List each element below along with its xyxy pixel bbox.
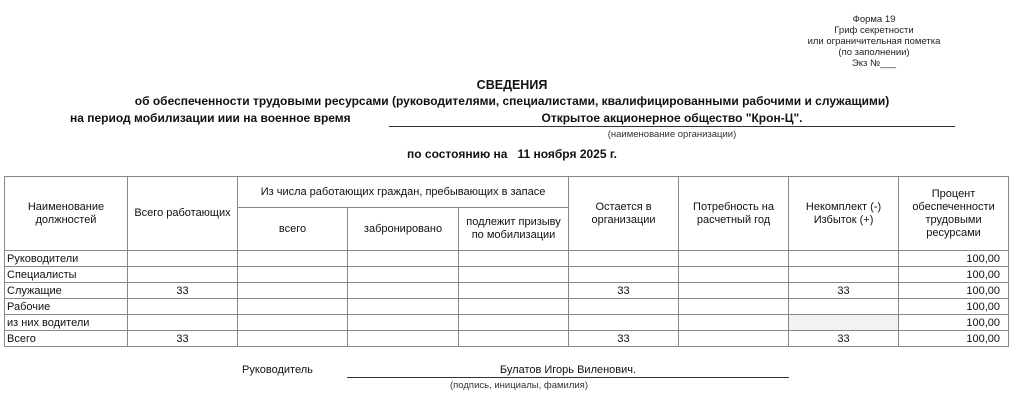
cell-remains <box>569 251 679 267</box>
cell-shortage <box>789 315 899 331</box>
table-row <box>5 315 1009 331</box>
cell-need <box>679 283 789 299</box>
cell-reserve-total <box>238 267 348 283</box>
cell-percent: 100,00 <box>899 299 1009 315</box>
cell-to-be-called <box>459 331 569 347</box>
cell-shortage: 33 <box>789 331 899 347</box>
row-name: Руководители <box>5 251 128 267</box>
cell-reserve-total <box>238 315 348 331</box>
row-name: из них водители <box>5 315 128 331</box>
signature-label: Руководитель <box>242 364 313 376</box>
secrecy-label: Гриф секретности <box>834 25 914 36</box>
row-name: Специалисты <box>5 267 128 283</box>
cell-percent: 100,00 <box>899 267 1009 283</box>
form-number: Форма 19 <box>852 14 896 25</box>
table-row <box>5 251 1009 267</box>
cell-to-be-called <box>459 299 569 315</box>
cell-shortage: 33 <box>789 283 899 299</box>
restriction-label: или ограничительная пометка <box>807 36 941 47</box>
header-reserved: забронировано <box>348 208 459 251</box>
document-subtitle: об обеспеченности трудовыми ресурсами (руководителями, специалистами, квалифицированными рабочими и служащими) <box>134 94 890 108</box>
if-filled-label: (по заполнении) <box>838 47 910 58</box>
cell-total <box>128 315 238 331</box>
header-reserve-group: Из числа работающих граждан, пребывающих в запасе <box>238 177 569 208</box>
header-reserve-total: всего <box>238 208 348 251</box>
document-title: СВЕДЕНИЯ <box>476 78 548 92</box>
as-of-line <box>0 147 1024 161</box>
as-of-label: по состоянию на <box>407 147 508 161</box>
header-remains: Остается в организации <box>569 177 679 251</box>
cell-reserve-total <box>238 331 348 347</box>
cell-remains: 33 <box>569 283 679 299</box>
header-need: Потребность на расчетный год <box>679 177 789 251</box>
cell-percent: 100,00 <box>899 251 1009 267</box>
table-row <box>5 283 1009 299</box>
copy-number: Экз №___ <box>851 58 897 69</box>
cell-to-be-called <box>459 315 569 331</box>
cell-total: 33 <box>128 283 238 299</box>
row-name: Всего <box>5 331 128 347</box>
cell-total: 33 <box>128 331 238 347</box>
row-name: Рабочие <box>5 299 128 315</box>
period-label: на период мобилизации иии на военное время <box>70 111 351 125</box>
cell-percent: 100,00 <box>899 315 1009 331</box>
table-row <box>5 299 1009 315</box>
cell-remains <box>569 315 679 331</box>
organization-name: Открытое акционерное общество "Крон-Ц". <box>389 111 955 127</box>
cell-need <box>679 251 789 267</box>
header-to-be-called: подлежит призыву по мобилизации <box>459 208 569 251</box>
cell-total <box>128 299 238 315</box>
cell-reserve-total <box>238 299 348 315</box>
cell-total <box>128 251 238 267</box>
header-position: Наименование должностей <box>5 177 128 251</box>
cell-need <box>679 331 789 347</box>
cell-reserved <box>348 267 459 283</box>
cell-reserved <box>348 283 459 299</box>
cell-reserve-total <box>238 283 348 299</box>
cell-remains: 33 <box>569 331 679 347</box>
resources-table <box>4 176 1009 347</box>
signature-caption: (подпись, инициалы, фамилия) <box>450 380 588 391</box>
cell-remains <box>569 267 679 283</box>
cell-to-be-called <box>459 251 569 267</box>
cell-need <box>679 267 789 283</box>
cell-to-be-called <box>459 267 569 283</box>
form-header <box>784 14 964 69</box>
cell-percent: 100,00 <box>899 331 1009 347</box>
cell-remains <box>569 299 679 315</box>
cell-percent: 100,00 <box>899 283 1009 299</box>
cell-reserved <box>348 331 459 347</box>
cell-reserve-total <box>238 251 348 267</box>
signature-name: Булатов Игорь Виленович. <box>347 364 789 378</box>
cell-reserved <box>348 251 459 267</box>
header-percent: Процент обеспеченности трудовыми ресурсами <box>899 177 1009 251</box>
cell-need <box>679 315 789 331</box>
cell-shortage <box>789 251 899 267</box>
organization-caption: (наименование организации) <box>607 129 737 140</box>
cell-reserved <box>348 315 459 331</box>
cell-need <box>679 299 789 315</box>
header-total-workers: Всего работающих <box>128 177 238 251</box>
table-row <box>5 267 1009 283</box>
cell-total <box>128 267 238 283</box>
cell-to-be-called <box>459 283 569 299</box>
header-shortage: Некомплект (-) Избыток (+) <box>789 177 899 251</box>
cell-reserved <box>348 299 459 315</box>
as-of-date: 11 ноября 2025 г. <box>517 147 617 161</box>
table-row-total <box>5 331 1009 347</box>
cell-shortage <box>789 267 899 283</box>
cell-shortage <box>789 299 899 315</box>
row-name: Служащие <box>5 283 128 299</box>
